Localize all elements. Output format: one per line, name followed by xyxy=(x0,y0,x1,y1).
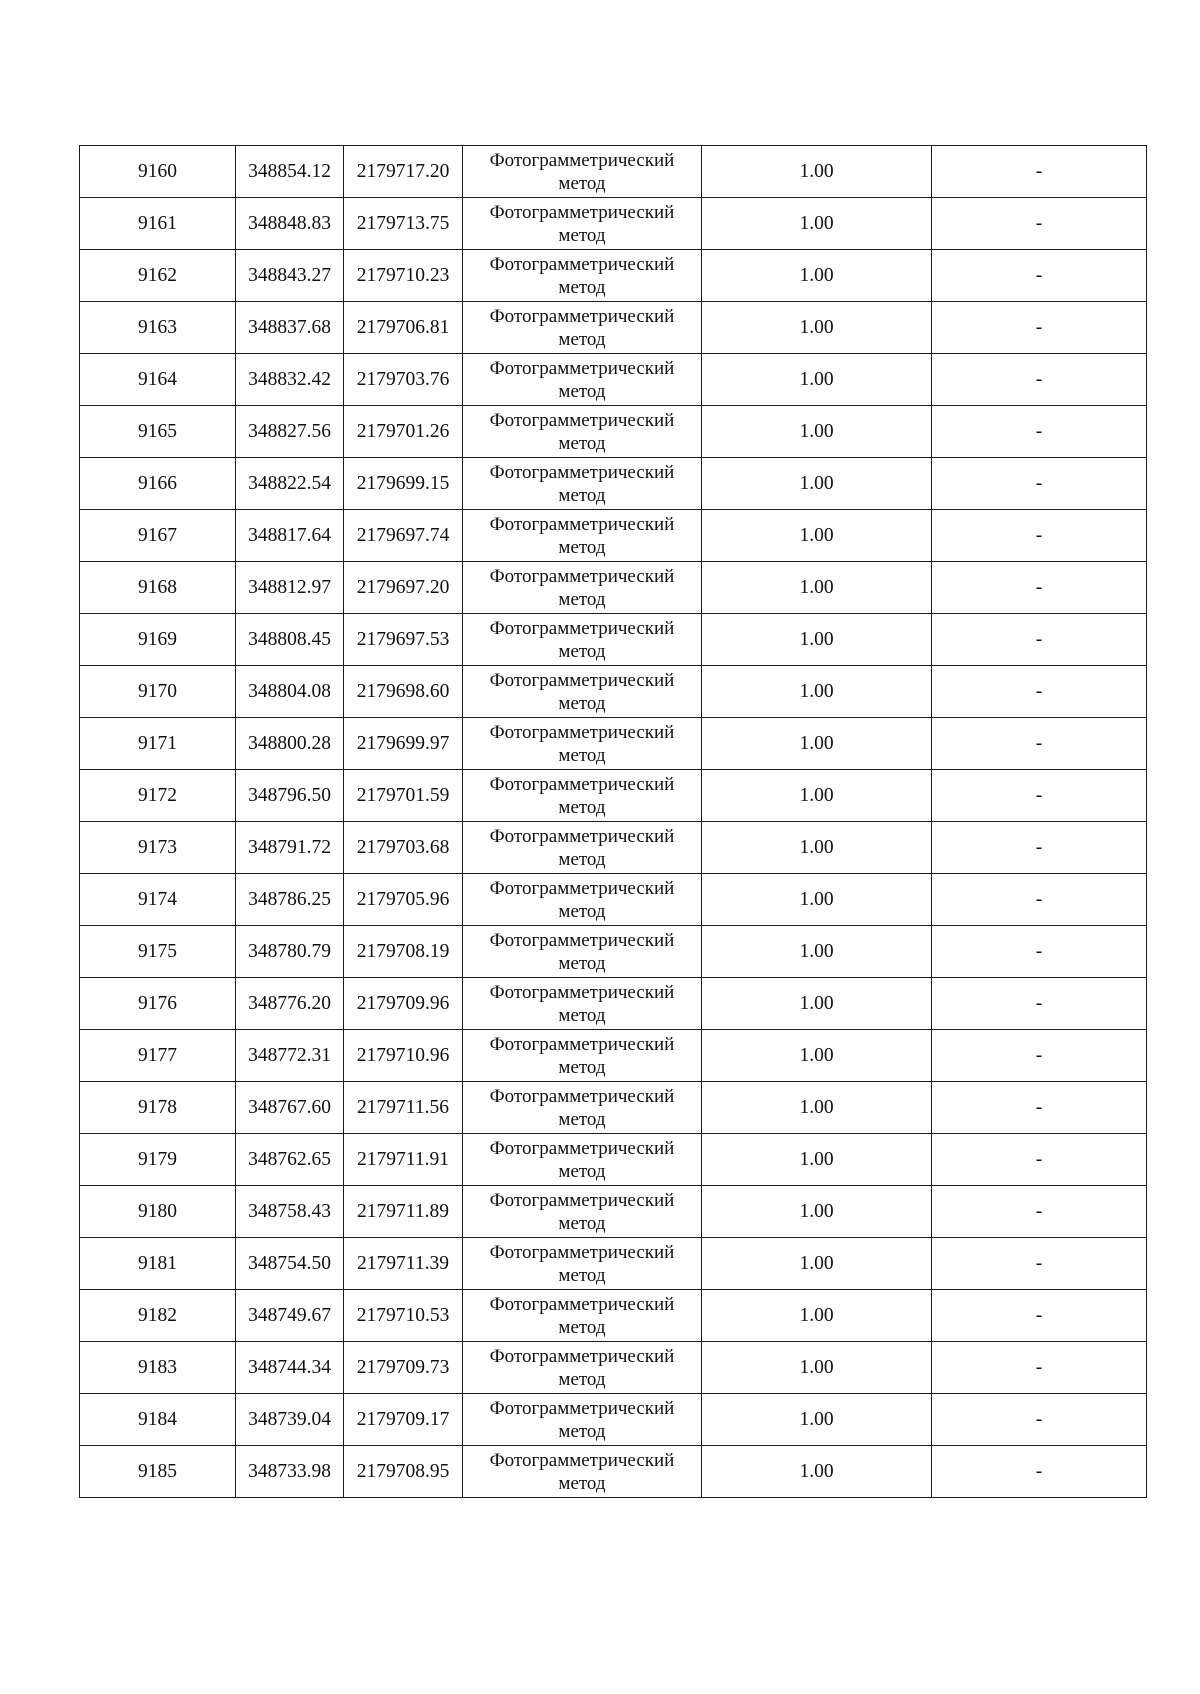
point-number-cell: 9160 xyxy=(80,146,236,198)
method-line-1: Фотограмметрический xyxy=(489,1397,675,1419)
y-coordinate-cell: 2179708.95 xyxy=(344,1446,463,1498)
x-coordinate-cell: 348804.08 xyxy=(236,666,344,718)
table-body xyxy=(80,146,1147,1498)
point-number-cell: 9166 xyxy=(80,458,236,510)
accuracy-cell: 1.00 xyxy=(702,250,932,302)
x-coordinate-cell: 348762.65 xyxy=(236,1134,344,1186)
y-coordinate-cell: 2179699.97 xyxy=(344,718,463,770)
table-row xyxy=(80,354,1147,406)
method-line-2: метод xyxy=(558,1264,606,1286)
accuracy-cell: 1.00 xyxy=(702,354,932,406)
accuracy-cell: 1.00 xyxy=(702,562,932,614)
method-line-2: метод xyxy=(558,1420,606,1442)
method-line-2: метод xyxy=(558,744,606,766)
method-cell xyxy=(463,302,702,354)
note-cell: - xyxy=(932,458,1147,510)
method-line-1: Фотограмметрический xyxy=(489,1293,675,1315)
point-number-cell: 9177 xyxy=(80,1030,236,1082)
table-row xyxy=(80,1238,1147,1290)
accuracy-cell: 1.00 xyxy=(702,770,932,822)
method-cell xyxy=(463,146,702,198)
method-line-2: метод xyxy=(558,484,606,506)
note-cell: - xyxy=(932,1134,1147,1186)
x-coordinate-cell: 348780.79 xyxy=(236,926,344,978)
note-cell: - xyxy=(932,822,1147,874)
method-line-1: Фотограмметрический xyxy=(489,1345,675,1367)
method-cell xyxy=(463,926,702,978)
method-line-1: Фотограмметрический xyxy=(489,617,675,639)
note-cell: - xyxy=(932,718,1147,770)
accuracy-cell: 1.00 xyxy=(702,874,932,926)
point-number-cell: 9185 xyxy=(80,1446,236,1498)
method-cell xyxy=(463,1030,702,1082)
point-number-cell: 9170 xyxy=(80,666,236,718)
note-cell: - xyxy=(932,406,1147,458)
y-coordinate-cell: 2179709.73 xyxy=(344,1342,463,1394)
method-cell xyxy=(463,1238,702,1290)
x-coordinate-cell: 348800.28 xyxy=(236,718,344,770)
point-number-cell: 9183 xyxy=(80,1342,236,1394)
table-row xyxy=(80,406,1147,458)
table-row xyxy=(80,146,1147,198)
point-number-cell: 9171 xyxy=(80,718,236,770)
method-line-2: метод xyxy=(558,536,606,558)
x-coordinate-cell: 348812.97 xyxy=(236,562,344,614)
point-number-cell: 9184 xyxy=(80,1394,236,1446)
method-line-1: Фотограмметрический xyxy=(489,1449,675,1471)
accuracy-cell: 1.00 xyxy=(702,1394,932,1446)
accuracy-cell: 1.00 xyxy=(702,614,932,666)
point-number-cell: 9179 xyxy=(80,1134,236,1186)
note-cell: - xyxy=(932,770,1147,822)
note-cell: - xyxy=(932,1446,1147,1498)
method-line-1: Фотограмметрический xyxy=(489,357,675,379)
table-row xyxy=(80,1186,1147,1238)
point-number-cell: 9182 xyxy=(80,1290,236,1342)
point-number-cell: 9174 xyxy=(80,874,236,926)
method-line-2: метод xyxy=(558,640,606,662)
method-cell xyxy=(463,822,702,874)
y-coordinate-cell: 2179697.74 xyxy=(344,510,463,562)
method-line-2: метод xyxy=(558,692,606,714)
accuracy-cell: 1.00 xyxy=(702,978,932,1030)
x-coordinate-cell: 348733.98 xyxy=(236,1446,344,1498)
x-coordinate-cell: 348776.20 xyxy=(236,978,344,1030)
table-row xyxy=(80,1082,1147,1134)
method-cell xyxy=(463,666,702,718)
x-coordinate-cell: 348832.42 xyxy=(236,354,344,406)
note-cell: - xyxy=(932,614,1147,666)
x-coordinate-cell: 348791.72 xyxy=(236,822,344,874)
point-number-cell: 9176 xyxy=(80,978,236,1030)
y-coordinate-cell: 2179709.17 xyxy=(344,1394,463,1446)
point-number-cell: 9165 xyxy=(80,406,236,458)
note-cell: - xyxy=(932,1030,1147,1082)
method-line-2: метод xyxy=(558,848,606,870)
y-coordinate-cell: 2179711.89 xyxy=(344,1186,463,1238)
accuracy-cell: 1.00 xyxy=(702,1186,932,1238)
method-line-2: метод xyxy=(558,1004,606,1026)
point-number-cell: 9168 xyxy=(80,562,236,614)
point-number-cell: 9175 xyxy=(80,926,236,978)
x-coordinate-cell: 348758.43 xyxy=(236,1186,344,1238)
x-coordinate-cell: 348817.64 xyxy=(236,510,344,562)
method-line-2: метод xyxy=(558,1316,606,1338)
y-coordinate-cell: 2179717.20 xyxy=(344,146,463,198)
note-cell: - xyxy=(932,926,1147,978)
accuracy-cell: 1.00 xyxy=(702,302,932,354)
accuracy-cell: 1.00 xyxy=(702,1342,932,1394)
y-coordinate-cell: 2179703.76 xyxy=(344,354,463,406)
method-line-2: метод xyxy=(558,380,606,402)
y-coordinate-cell: 2179697.53 xyxy=(344,614,463,666)
point-number-cell: 9163 xyxy=(80,302,236,354)
method-cell xyxy=(463,1186,702,1238)
method-line-1: Фотограмметрический xyxy=(489,1137,675,1159)
method-cell xyxy=(463,718,702,770)
note-cell: - xyxy=(932,666,1147,718)
y-coordinate-cell: 2179709.96 xyxy=(344,978,463,1030)
method-cell xyxy=(463,1082,702,1134)
method-cell xyxy=(463,198,702,250)
y-coordinate-cell: 2179705.96 xyxy=(344,874,463,926)
accuracy-cell: 1.00 xyxy=(702,458,932,510)
method-line-1: Фотограмметрический xyxy=(489,1085,675,1107)
y-coordinate-cell: 2179711.91 xyxy=(344,1134,463,1186)
method-cell xyxy=(463,562,702,614)
accuracy-cell: 1.00 xyxy=(702,1030,932,1082)
method-line-1: Фотограмметрический xyxy=(489,409,675,431)
x-coordinate-cell: 348808.45 xyxy=(236,614,344,666)
method-line-2: метод xyxy=(558,952,606,974)
method-line-2: метод xyxy=(558,900,606,922)
method-line-1: Фотограмметрический xyxy=(489,877,675,899)
note-cell: - xyxy=(932,510,1147,562)
point-number-cell: 9164 xyxy=(80,354,236,406)
note-cell: - xyxy=(932,1082,1147,1134)
accuracy-cell: 1.00 xyxy=(702,1134,932,1186)
coordinates-table xyxy=(79,145,1147,1498)
table-row xyxy=(80,1342,1147,1394)
point-number-cell: 9167 xyxy=(80,510,236,562)
table-row xyxy=(80,302,1147,354)
method-line-2: метод xyxy=(558,432,606,454)
x-coordinate-cell: 348749.67 xyxy=(236,1290,344,1342)
accuracy-cell: 1.00 xyxy=(702,510,932,562)
method-line-1: Фотограмметрический xyxy=(489,1189,675,1211)
point-number-cell: 9181 xyxy=(80,1238,236,1290)
method-line-1: Фотограмметрический xyxy=(489,461,675,483)
x-coordinate-cell: 348796.50 xyxy=(236,770,344,822)
method-cell xyxy=(463,874,702,926)
method-cell xyxy=(463,250,702,302)
table-row xyxy=(80,1030,1147,1082)
y-coordinate-cell: 2179701.26 xyxy=(344,406,463,458)
y-coordinate-cell: 2179710.96 xyxy=(344,1030,463,1082)
note-cell: - xyxy=(932,1238,1147,1290)
point-number-cell: 9162 xyxy=(80,250,236,302)
method-line-2: метод xyxy=(558,1108,606,1130)
x-coordinate-cell: 348772.31 xyxy=(236,1030,344,1082)
table-row xyxy=(80,1290,1147,1342)
method-cell xyxy=(463,510,702,562)
method-cell xyxy=(463,1394,702,1446)
method-line-1: Фотограмметрический xyxy=(489,565,675,587)
table-row xyxy=(80,874,1147,926)
point-number-cell: 9180 xyxy=(80,1186,236,1238)
method-line-2: метод xyxy=(558,276,606,298)
x-coordinate-cell: 348767.60 xyxy=(236,1082,344,1134)
method-cell xyxy=(463,1342,702,1394)
x-coordinate-cell: 348854.12 xyxy=(236,146,344,198)
table-row xyxy=(80,666,1147,718)
table-row xyxy=(80,562,1147,614)
method-cell xyxy=(463,458,702,510)
accuracy-cell: 1.00 xyxy=(702,146,932,198)
method-line-1: Фотограмметрический xyxy=(489,1241,675,1263)
x-coordinate-cell: 348744.34 xyxy=(236,1342,344,1394)
method-line-1: Фотограмметрический xyxy=(489,1033,675,1055)
table-row xyxy=(80,718,1147,770)
y-coordinate-cell: 2179703.68 xyxy=(344,822,463,874)
note-cell: - xyxy=(932,562,1147,614)
point-number-cell: 9172 xyxy=(80,770,236,822)
table-row xyxy=(80,458,1147,510)
note-cell: - xyxy=(932,354,1147,406)
table-row xyxy=(80,1446,1147,1498)
method-line-2: метод xyxy=(558,1472,606,1494)
y-coordinate-cell: 2179710.23 xyxy=(344,250,463,302)
method-cell xyxy=(463,978,702,1030)
method-line-1: Фотограмметрический xyxy=(489,669,675,691)
point-number-cell: 9173 xyxy=(80,822,236,874)
x-coordinate-cell: 348786.25 xyxy=(236,874,344,926)
table-row xyxy=(80,1134,1147,1186)
y-coordinate-cell: 2179698.60 xyxy=(344,666,463,718)
accuracy-cell: 1.00 xyxy=(702,1290,932,1342)
x-coordinate-cell: 348827.56 xyxy=(236,406,344,458)
x-coordinate-cell: 348754.50 xyxy=(236,1238,344,1290)
method-cell xyxy=(463,1446,702,1498)
table-row xyxy=(80,822,1147,874)
y-coordinate-cell: 2179701.59 xyxy=(344,770,463,822)
accuracy-cell: 1.00 xyxy=(702,406,932,458)
y-coordinate-cell: 2179699.15 xyxy=(344,458,463,510)
accuracy-cell: 1.00 xyxy=(702,198,932,250)
method-line-1: Фотограмметрический xyxy=(489,721,675,743)
x-coordinate-cell: 348739.04 xyxy=(236,1394,344,1446)
x-coordinate-cell: 348843.27 xyxy=(236,250,344,302)
accuracy-cell: 1.00 xyxy=(702,666,932,718)
method-line-2: метод xyxy=(558,796,606,818)
method-line-1: Фотограмметрический xyxy=(489,825,675,847)
note-cell: - xyxy=(932,250,1147,302)
accuracy-cell: 1.00 xyxy=(702,926,932,978)
point-number-cell: 9161 xyxy=(80,198,236,250)
method-line-2: метод xyxy=(558,588,606,610)
table-row xyxy=(80,614,1147,666)
method-line-1: Фотограмметрический xyxy=(489,305,675,327)
method-line-2: метод xyxy=(558,1212,606,1234)
method-line-1: Фотограмметрический xyxy=(489,513,675,535)
method-line-2: метод xyxy=(558,172,606,194)
accuracy-cell: 1.00 xyxy=(702,822,932,874)
x-coordinate-cell: 348822.54 xyxy=(236,458,344,510)
method-cell xyxy=(463,1290,702,1342)
table-row xyxy=(80,770,1147,822)
method-line-1: Фотограмметрический xyxy=(489,201,675,223)
note-cell: - xyxy=(932,198,1147,250)
table-row xyxy=(80,978,1147,1030)
y-coordinate-cell: 2179711.39 xyxy=(344,1238,463,1290)
note-cell: - xyxy=(932,1342,1147,1394)
point-number-cell: 9169 xyxy=(80,614,236,666)
table-row xyxy=(80,926,1147,978)
method-line-2: метод xyxy=(558,1160,606,1182)
note-cell: - xyxy=(932,1186,1147,1238)
note-cell: - xyxy=(932,978,1147,1030)
note-cell: - xyxy=(932,302,1147,354)
y-coordinate-cell: 2179711.56 xyxy=(344,1082,463,1134)
note-cell: - xyxy=(932,1290,1147,1342)
table-row xyxy=(80,1394,1147,1446)
accuracy-cell: 1.00 xyxy=(702,718,932,770)
note-cell: - xyxy=(932,874,1147,926)
y-coordinate-cell: 2179708.19 xyxy=(344,926,463,978)
method-line-1: Фотограмметрический xyxy=(489,929,675,951)
method-line-1: Фотограмметрический xyxy=(489,981,675,1003)
method-cell xyxy=(463,406,702,458)
y-coordinate-cell: 2179706.81 xyxy=(344,302,463,354)
method-line-2: метод xyxy=(558,328,606,350)
table-row xyxy=(80,510,1147,562)
table-row xyxy=(80,198,1147,250)
x-coordinate-cell: 348837.68 xyxy=(236,302,344,354)
accuracy-cell: 1.00 xyxy=(702,1238,932,1290)
method-line-2: метод xyxy=(558,1368,606,1390)
method-line-1: Фотограмметрический xyxy=(489,253,675,275)
y-coordinate-cell: 2179710.53 xyxy=(344,1290,463,1342)
table-row xyxy=(80,250,1147,302)
note-cell: - xyxy=(932,146,1147,198)
method-line-1: Фотограмметрический xyxy=(489,149,675,171)
method-cell xyxy=(463,770,702,822)
accuracy-cell: 1.00 xyxy=(702,1446,932,1498)
method-cell xyxy=(463,354,702,406)
method-line-1: Фотограмметрический xyxy=(489,773,675,795)
note-cell: - xyxy=(932,1394,1147,1446)
method-line-2: метод xyxy=(558,1056,606,1078)
y-coordinate-cell: 2179697.20 xyxy=(344,562,463,614)
accuracy-cell: 1.00 xyxy=(702,1082,932,1134)
x-coordinate-cell: 348848.83 xyxy=(236,198,344,250)
method-cell xyxy=(463,614,702,666)
y-coordinate-cell: 2179713.75 xyxy=(344,198,463,250)
point-number-cell: 9178 xyxy=(80,1082,236,1134)
method-cell xyxy=(463,1134,702,1186)
method-line-2: метод xyxy=(558,224,606,246)
